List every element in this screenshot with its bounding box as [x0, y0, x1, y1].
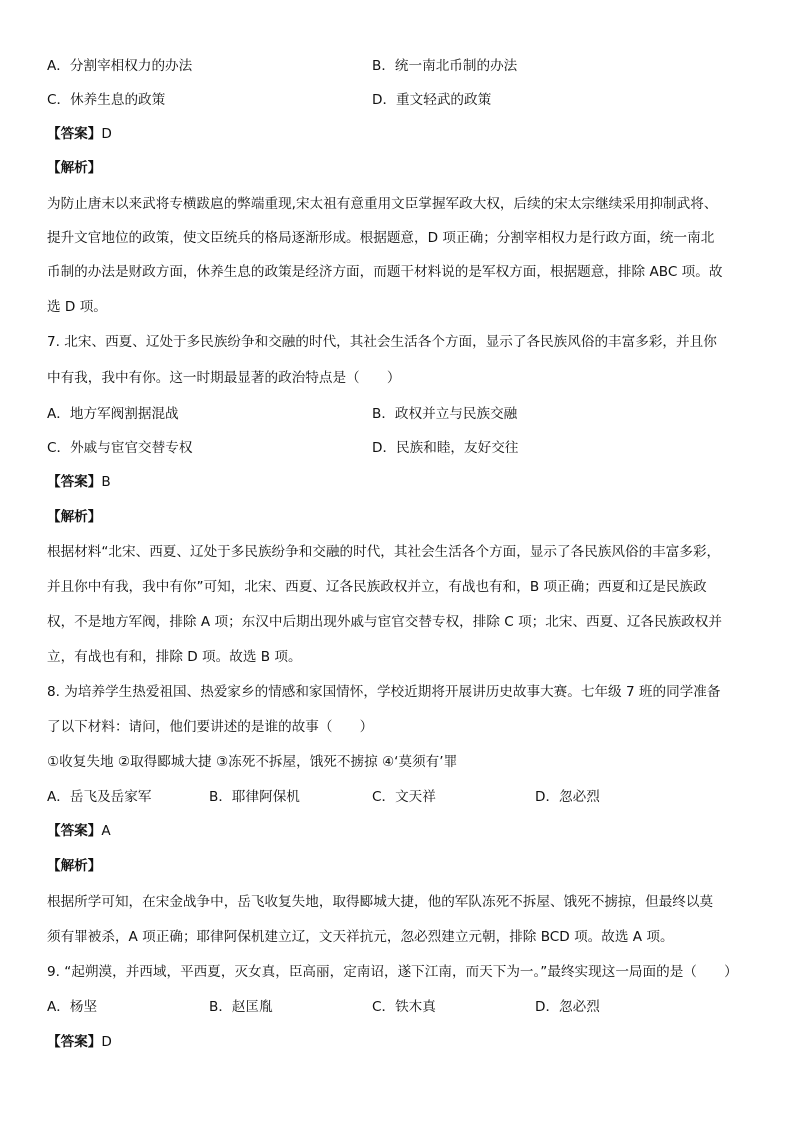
q8-stem-line-1: 8. 为培养学生热爱祖国、热爱家乡的情感和家国情怀，学校近期将开展讲历史故事大赛。七年级 7 班的同学准备 [47, 684, 721, 700]
q6-analysis-tag: 【解析】 [47, 160, 102, 176]
q8-option-d: D．忽必烈 [535, 789, 600, 805]
q8-option-a: A．岳飞及岳家军 [47, 789, 152, 805]
q6-option-c: C．休养生息的政策 [47, 92, 166, 108]
q6-option-b: B．统一南北币制的办法 [372, 58, 518, 74]
q8-answer-value: A [101, 823, 111, 839]
q9-option-c: C．铁木真 [372, 999, 436, 1015]
q7-analysis-line-2: 并且你中有我，我中有你”可知，北宋、西夏、辽各民族政权并立，有战也有和，B 项正确；西夏和辽是民族政 [47, 579, 707, 595]
q9-answer [47, 1032, 112, 1052]
q9-option-b: B．赵匡胤 [209, 999, 273, 1015]
q7-answer-value: B [101, 474, 111, 490]
q8-analysis-line-1: 根据所学可知，在宋金战争中，岳飞收复失地，取得郾城大捷，他的军队冻死不拆屋、饿死不掳掠，但最终以莫 [47, 894, 714, 910]
q6-analysis-line-1: 为防止唐末以来武将专横跋扈的弊端重现,宋太祖有意重用文臣掌握军政大权，后续的宋太宗继续采用抑制武将、 [47, 196, 718, 212]
q6-answer-tag: 【答案】 [47, 126, 102, 142]
q7-analysis-line-4: 立，有战也有和，排除 D 项。故选 B 项。 [47, 649, 302, 665]
q9-stem-line-1: 9. “起朔漠，并西域，平西夏，灭女真，臣高丽，定南诏，遂下江南，而天下为一。”最终实现这一局面的是（ ） [47, 964, 738, 980]
q7-stem-line-2: 中有我，我中有你。这一时期最显著的政治特点是（ ） [47, 370, 401, 386]
q8-analysis-line-2: 须有罪被杀，A 项正确；耶律阿保机建立辽，文天祥抗元，忽必烈建立元朝，排除 BCD 项。故选 A 项。 [47, 929, 674, 945]
q7-answer [47, 472, 111, 492]
q8-stem-line-3: ①收复失地 ②取得郾城大捷 ③冻死不拆屋，饿死不掳掠 ④‘莫须有’罪 [47, 754, 458, 770]
q7-option-d: D．民族和睦，友好交往 [372, 440, 519, 456]
q6-answer-value: D [101, 126, 112, 142]
q8-answer [47, 821, 111, 841]
q7-answer-tag: 【答案】 [47, 474, 102, 490]
q8-stem-line-2: 了以下材料：请问，他们要讲述的是谁的故事（ ） [47, 719, 374, 735]
q6-answer [47, 124, 112, 144]
q7-stem-line-1: 7. 北宋、西夏、辽处于多民族纷争和交融的时代，其社会生活各个方面，显示了各民族风俗的丰富多彩，并且你 [47, 334, 717, 350]
q9-answer-value: D [101, 1034, 112, 1050]
q6-option-a: A．分割宰相权力的办法 [47, 58, 193, 74]
q8-option-c: C．文天祥 [372, 789, 436, 805]
q8-answer-tag: 【答案】 [47, 823, 102, 839]
q7-analysis-tag: 【解析】 [47, 509, 102, 525]
q7-analysis-line-3: 权，不是地方军阀，排除 A 项；东汉中后期出现外戚与宦官交替专权，排除 C 项；北宋、西夏、辽各民族政权并 [47, 614, 722, 630]
q9-answer-tag: 【答案】 [47, 1034, 102, 1050]
q6-analysis-line-4: 选 D 项。 [47, 299, 107, 315]
q6-analysis-line-2: 提升文官地位的政策，使文臣统兵的格局逐渐形成。根据题意，D 项正确；分割宰相权力是行政方面，统一南北 [47, 230, 715, 246]
q6-analysis-line-3: 币制的办法是财政方面，休养生息的政策是经济方面，而题干材料说的是军权方面，根据题意，排除 ABC 项。故 [47, 264, 723, 280]
q7-analysis-line-1: 根据材料“北宋、西夏、辽处于多民族纷争和交融的时代，其社会生活各个方面，显示了各民族风俗的丰富多彩， [47, 544, 721, 560]
q7-option-a: A．地方军阀割据混战 [47, 406, 179, 422]
q8-analysis-tag: 【解析】 [47, 858, 102, 874]
q7-option-c: C．外戚与宦官交替专权 [47, 440, 193, 456]
q6-option-d: D．重文轻武的政策 [372, 92, 492, 108]
q7-option-b: B．政权并立与民族交融 [372, 406, 518, 422]
q9-option-a: A．杨坚 [47, 999, 98, 1015]
q9-option-d: D．忽必烈 [535, 999, 600, 1015]
q8-option-b: B．耶律阿保机 [209, 789, 300, 805]
